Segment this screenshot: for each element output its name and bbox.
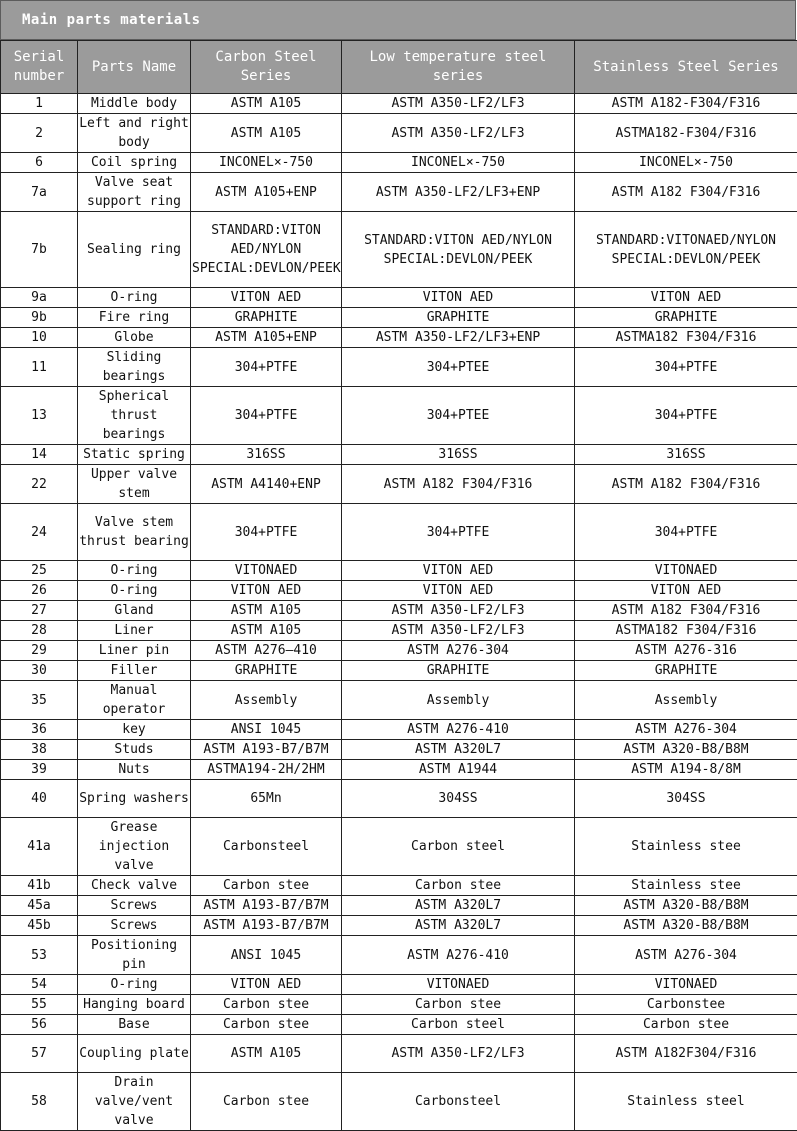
carbon-steel-cell: Carbon stee bbox=[191, 876, 342, 896]
low-temperature-steel-cell: ASTM A320L7 bbox=[342, 740, 575, 760]
table-row bbox=[1, 465, 797, 504]
carbon-steel-cell: ASTM A105 bbox=[191, 621, 342, 641]
part-name-cell: Liner pin bbox=[78, 641, 191, 661]
stainless-steel-cell: VITONAED bbox=[575, 561, 797, 581]
part-name-cell: Hanging board bbox=[78, 995, 191, 1015]
carbon-steel-cell: Carbon stee bbox=[191, 1073, 342, 1131]
carbon-steel-cell: ANSI 1045 bbox=[191, 720, 342, 740]
carbon-steel-cell: VITON AED bbox=[191, 288, 342, 308]
serial-number-cell: 1 bbox=[1, 94, 78, 114]
table-row bbox=[1, 1035, 797, 1073]
low-temperature-steel-cell: 304+PTEE bbox=[342, 387, 575, 445]
low-temperature-steel-cell: ASTM A1944 bbox=[342, 760, 575, 780]
header-row bbox=[1, 41, 797, 94]
carbon-steel-cell: ASTM A105+ENP bbox=[191, 173, 342, 212]
low-temperature-steel-cell: ASTM A320L7 bbox=[342, 896, 575, 916]
part-name-cell: Fire ring bbox=[78, 308, 191, 328]
part-name-cell: Left and right body bbox=[78, 114, 191, 153]
carbon-steel-cell: ASTM A105+ENP bbox=[191, 328, 342, 348]
carbon-steel-cell: ASTM A276—410 bbox=[191, 641, 342, 661]
stainless-steel-cell: GRAPHITE bbox=[575, 308, 797, 328]
serial-number-cell: 45b bbox=[1, 916, 78, 936]
low-temperature-steel-cell: ASTM A276-410 bbox=[342, 720, 575, 740]
table-row bbox=[1, 720, 797, 740]
serial-number-cell: 26 bbox=[1, 581, 78, 601]
carbon-steel-cell: ASTM A105 bbox=[191, 1035, 342, 1073]
stainless-steel-cell: GRAPHITE bbox=[575, 661, 797, 681]
stainless-steel-cell: ASTM A182 F304/F316 bbox=[575, 173, 797, 212]
carbon-steel-cell: 65Mn bbox=[191, 780, 342, 818]
stainless-steel-cell: ASTM A320-B8/B8M bbox=[575, 916, 797, 936]
low-temperature-steel-cell: STANDARD:VITON AED/NYLON SPECIAL:DEVLON/PEEK bbox=[342, 212, 575, 288]
part-name-cell: O-ring bbox=[78, 288, 191, 308]
carbon-steel-cell: Assembly bbox=[191, 681, 342, 720]
table-row bbox=[1, 153, 797, 173]
part-name-cell: Grease injection valve bbox=[78, 818, 191, 876]
low-temperature-steel-cell: Carbon stee bbox=[342, 876, 575, 896]
low-temperature-steel-cell: ASTM A350-LF2/LF3 bbox=[342, 114, 575, 153]
carbon-steel-cell: ASTM A4140+ENP bbox=[191, 465, 342, 504]
table-row bbox=[1, 308, 797, 328]
part-name-cell: Valve seat support ring bbox=[78, 173, 191, 212]
part-name-cell: Globe bbox=[78, 328, 191, 348]
carbon-steel-cell: 304+PTFE bbox=[191, 387, 342, 445]
carbon-steel-cell: INCONEL×-750 bbox=[191, 153, 342, 173]
serial-number-cell: 58 bbox=[1, 1073, 78, 1131]
table-row bbox=[1, 561, 797, 581]
carbon-steel-cell: ANSI 1045 bbox=[191, 936, 342, 975]
low-temperature-steel-cell: ASTM A350-LF2/LF3+ENP bbox=[342, 173, 575, 212]
table-row bbox=[1, 975, 797, 995]
table-row bbox=[1, 387, 797, 445]
stainless-steel-cell: Carbonstee bbox=[575, 995, 797, 1015]
serial-number-cell: 39 bbox=[1, 760, 78, 780]
carbon-steel-cell: ASTM A105 bbox=[191, 114, 342, 153]
carbon-steel-cell: Carbon stee bbox=[191, 995, 342, 1015]
low-temperature-steel-cell: ASTM A320L7 bbox=[342, 916, 575, 936]
part-name-cell: Screws bbox=[78, 916, 191, 936]
low-temperature-steel-cell: 316SS bbox=[342, 445, 575, 465]
low-temperature-steel-cell: VITON AED bbox=[342, 561, 575, 581]
table-row bbox=[1, 212, 797, 288]
serial-number-cell: 24 bbox=[1, 504, 78, 561]
serial-number-cell: 54 bbox=[1, 975, 78, 995]
carbon-steel-cell: GRAPHITE bbox=[191, 308, 342, 328]
part-name-cell: Static spring bbox=[78, 445, 191, 465]
serial-number-cell: 41b bbox=[1, 876, 78, 896]
table-title-bar bbox=[0, 0, 796, 40]
serial-number-cell: 7a bbox=[1, 173, 78, 212]
serial-number-cell: 2 bbox=[1, 114, 78, 153]
table-row bbox=[1, 114, 797, 153]
table-row bbox=[1, 94, 797, 114]
low-temperature-steel-cell: ASTM A350-LF2/LF3 bbox=[342, 1035, 575, 1073]
part-name-cell: key bbox=[78, 720, 191, 740]
stainless-steel-cell: ASTM A194-8/8M bbox=[575, 760, 797, 780]
serial-number-cell: 35 bbox=[1, 681, 78, 720]
part-name-cell: Coupling plate bbox=[78, 1035, 191, 1073]
stainless-steel-cell: ASTM A276-304 bbox=[575, 720, 797, 740]
part-name-cell: Spherical thrust bearings bbox=[78, 387, 191, 445]
part-name-cell: Base bbox=[78, 1015, 191, 1035]
header-stainless-steel: Stainless Steel Series bbox=[575, 41, 797, 94]
low-temperature-steel-cell: GRAPHITE bbox=[342, 661, 575, 681]
serial-number-cell: 41a bbox=[1, 818, 78, 876]
stainless-steel-cell: 304+PTFE bbox=[575, 504, 797, 561]
header-carbon-steel: Carbon Steel Series bbox=[191, 41, 342, 94]
carbon-steel-cell: GRAPHITE bbox=[191, 661, 342, 681]
header-low-temperature-steel: Low temperature steel series bbox=[342, 41, 575, 94]
stainless-steel-cell: STANDARD:VITONAED/NYLON SPECIAL:DEVLON/PEEK bbox=[575, 212, 797, 288]
part-name-cell: Gland bbox=[78, 601, 191, 621]
table-row bbox=[1, 445, 797, 465]
part-name-cell: Sliding bearings bbox=[78, 348, 191, 387]
serial-number-cell: 29 bbox=[1, 641, 78, 661]
carbon-steel-cell: ASTM A105 bbox=[191, 94, 342, 114]
header-parts-name: Parts Name bbox=[78, 41, 191, 94]
table-body bbox=[1, 94, 797, 1131]
part-name-cell: Upper valve stem bbox=[78, 465, 191, 504]
table-row bbox=[1, 916, 797, 936]
low-temperature-steel-cell: ASTM A276-410 bbox=[342, 936, 575, 975]
stainless-steel-cell: Carbon stee bbox=[575, 1015, 797, 1035]
part-name-cell: Coil spring bbox=[78, 153, 191, 173]
stainless-steel-cell: VITON AED bbox=[575, 581, 797, 601]
carbon-steel-cell: 304+PTFE bbox=[191, 504, 342, 561]
stainless-steel-cell: Assembly bbox=[575, 681, 797, 720]
serial-number-cell: 9a bbox=[1, 288, 78, 308]
stainless-steel-cell: ASTMA182-F304/F316 bbox=[575, 114, 797, 153]
part-name-cell: Liner bbox=[78, 621, 191, 641]
table-row bbox=[1, 581, 797, 601]
table-row bbox=[1, 1015, 797, 1035]
materials-table bbox=[0, 40, 797, 1131]
serial-number-cell: 9b bbox=[1, 308, 78, 328]
stainless-steel-cell: ASTM A182-F304/F316 bbox=[575, 94, 797, 114]
low-temperature-steel-cell: ASTM A182 F304/F316 bbox=[342, 465, 575, 504]
part-name-cell: O-ring bbox=[78, 975, 191, 995]
low-temperature-steel-cell: 304+PTFE bbox=[342, 504, 575, 561]
stainless-steel-cell: INCONEL×-750 bbox=[575, 153, 797, 173]
stainless-steel-cell: Stainless stee bbox=[575, 876, 797, 896]
stainless-steel-cell: ASTMA182 F304/F316 bbox=[575, 621, 797, 641]
low-temperature-steel-cell: VITON AED bbox=[342, 288, 575, 308]
serial-number-cell: 55 bbox=[1, 995, 78, 1015]
part-name-cell: Sealing ring bbox=[78, 212, 191, 288]
stainless-steel-cell: ASTM A182 F304/F316 bbox=[575, 465, 797, 504]
part-name-cell: O-ring bbox=[78, 561, 191, 581]
serial-number-cell: 22 bbox=[1, 465, 78, 504]
serial-number-cell: 36 bbox=[1, 720, 78, 740]
stainless-steel-cell: VITON AED bbox=[575, 288, 797, 308]
stainless-steel-cell: Stainless steel bbox=[575, 1073, 797, 1131]
low-temperature-steel-cell: INCONEL×-750 bbox=[342, 153, 575, 173]
low-temperature-steel-cell: VITON AED bbox=[342, 581, 575, 601]
carbon-steel-cell: 316SS bbox=[191, 445, 342, 465]
table-row bbox=[1, 641, 797, 661]
part-name-cell: O-ring bbox=[78, 581, 191, 601]
stainless-steel-cell: VITONAED bbox=[575, 975, 797, 995]
low-temperature-steel-cell: ASTM A276-304 bbox=[342, 641, 575, 661]
part-name-cell: Positioning pin bbox=[78, 936, 191, 975]
low-temperature-steel-cell: ASTM A350-LF2/LF3+ENP bbox=[342, 328, 575, 348]
low-temperature-steel-cell: Carbon steel bbox=[342, 818, 575, 876]
stainless-steel-cell: ASTM A182 F304/F316 bbox=[575, 601, 797, 621]
carbon-steel-cell: ASTM A193-B7/B7M bbox=[191, 740, 342, 760]
part-name-cell: Check valve bbox=[78, 876, 191, 896]
part-name-cell: Spring washers bbox=[78, 780, 191, 818]
serial-number-cell: 14 bbox=[1, 445, 78, 465]
table-row bbox=[1, 896, 797, 916]
table-row bbox=[1, 328, 797, 348]
table-row bbox=[1, 780, 797, 818]
serial-number-cell: 38 bbox=[1, 740, 78, 760]
carbon-steel-cell: 304+PTFE bbox=[191, 348, 342, 387]
stainless-steel-cell: 304SS bbox=[575, 780, 797, 818]
stainless-steel-cell: ASTM A276-304 bbox=[575, 936, 797, 975]
carbon-steel-cell: ASTMA194-2H/2HM bbox=[191, 760, 342, 780]
carbon-steel-cell: ASTM A105 bbox=[191, 601, 342, 621]
serial-number-cell: 10 bbox=[1, 328, 78, 348]
carbon-steel-cell: STANDARD:VITON AED/NYLON SPECIAL:DEVLON/PEEK bbox=[191, 212, 342, 288]
carbon-steel-cell: Carbon stee bbox=[191, 1015, 342, 1035]
part-name-cell: Manual operator bbox=[78, 681, 191, 720]
low-temperature-steel-cell: 304SS bbox=[342, 780, 575, 818]
low-temperature-steel-cell: Carbon stee bbox=[342, 995, 575, 1015]
serial-number-cell: 25 bbox=[1, 561, 78, 581]
stainless-steel-cell: ASTMA182 F304/F316 bbox=[575, 328, 797, 348]
table-row bbox=[1, 621, 797, 641]
carbon-steel-cell: ASTM A193-B7/B7M bbox=[191, 916, 342, 936]
stainless-steel-cell: ASTM A320-B8/B8M bbox=[575, 896, 797, 916]
table-row bbox=[1, 601, 797, 621]
stainless-steel-cell: ASTM A276-316 bbox=[575, 641, 797, 661]
low-temperature-steel-cell: ASTM A350-LF2/LF3 bbox=[342, 601, 575, 621]
part-name-cell: Drain valve/vent valve bbox=[78, 1073, 191, 1131]
serial-number-cell: 13 bbox=[1, 387, 78, 445]
serial-number-cell: 7b bbox=[1, 212, 78, 288]
table-row bbox=[1, 995, 797, 1015]
serial-number-cell: 11 bbox=[1, 348, 78, 387]
table-row bbox=[1, 661, 797, 681]
part-name-cell: Middle body bbox=[78, 94, 191, 114]
part-name-cell: Valve stem thrust bearing bbox=[78, 504, 191, 561]
part-name-cell: Filler bbox=[78, 661, 191, 681]
low-temperature-steel-cell: ASTM A350-LF2/LF3 bbox=[342, 94, 575, 114]
serial-number-cell: 27 bbox=[1, 601, 78, 621]
part-name-cell: Studs bbox=[78, 740, 191, 760]
serial-number-cell: 57 bbox=[1, 1035, 78, 1073]
table-row bbox=[1, 173, 797, 212]
stainless-steel-cell: ASTM A320-B8/B8M bbox=[575, 740, 797, 760]
stainless-steel-cell: 316SS bbox=[575, 445, 797, 465]
table-row bbox=[1, 740, 797, 760]
stainless-steel-cell: 304+PTFE bbox=[575, 387, 797, 445]
low-temperature-steel-cell: VITONAED bbox=[342, 975, 575, 995]
carbon-steel-cell: Carbonsteel bbox=[191, 818, 342, 876]
carbon-steel-cell: VITONAED bbox=[191, 561, 342, 581]
low-temperature-steel-cell: ASTM A350-LF2/LF3 bbox=[342, 621, 575, 641]
serial-number-cell: 53 bbox=[1, 936, 78, 975]
table-row bbox=[1, 288, 797, 308]
serial-number-cell: 56 bbox=[1, 1015, 78, 1035]
table-row bbox=[1, 681, 797, 720]
carbon-steel-cell: ASTM A193-B7/B7M bbox=[191, 896, 342, 916]
stainless-steel-cell: ASTM A182F304/F316 bbox=[575, 1035, 797, 1073]
table-row bbox=[1, 876, 797, 896]
table-row bbox=[1, 348, 797, 387]
table-title: Main parts materials bbox=[22, 12, 201, 28]
low-temperature-steel-cell: GRAPHITE bbox=[342, 308, 575, 328]
serial-number-cell: 28 bbox=[1, 621, 78, 641]
serial-number-cell: 45a bbox=[1, 896, 78, 916]
carbon-steel-cell: VITON AED bbox=[191, 975, 342, 995]
table-row bbox=[1, 504, 797, 561]
serial-number-cell: 6 bbox=[1, 153, 78, 173]
serial-number-cell: 30 bbox=[1, 661, 78, 681]
table-row bbox=[1, 818, 797, 876]
part-name-cell: Screws bbox=[78, 896, 191, 916]
table-row bbox=[1, 760, 797, 780]
stainless-steel-cell: Stainless stee bbox=[575, 818, 797, 876]
low-temperature-steel-cell: Carbon steel bbox=[342, 1015, 575, 1035]
low-temperature-steel-cell: 304+PTEE bbox=[342, 348, 575, 387]
low-temperature-steel-cell: Assembly bbox=[342, 681, 575, 720]
serial-number-cell: 40 bbox=[1, 780, 78, 818]
table-row bbox=[1, 936, 797, 975]
carbon-steel-cell: VITON AED bbox=[191, 581, 342, 601]
low-temperature-steel-cell: Carbonsteel bbox=[342, 1073, 575, 1131]
header-serial-number: Serial number bbox=[1, 41, 78, 94]
part-name-cell: Nuts bbox=[78, 760, 191, 780]
table-header bbox=[1, 41, 797, 94]
stainless-steel-cell: 304+PTFE bbox=[575, 348, 797, 387]
table-row bbox=[1, 1073, 797, 1131]
